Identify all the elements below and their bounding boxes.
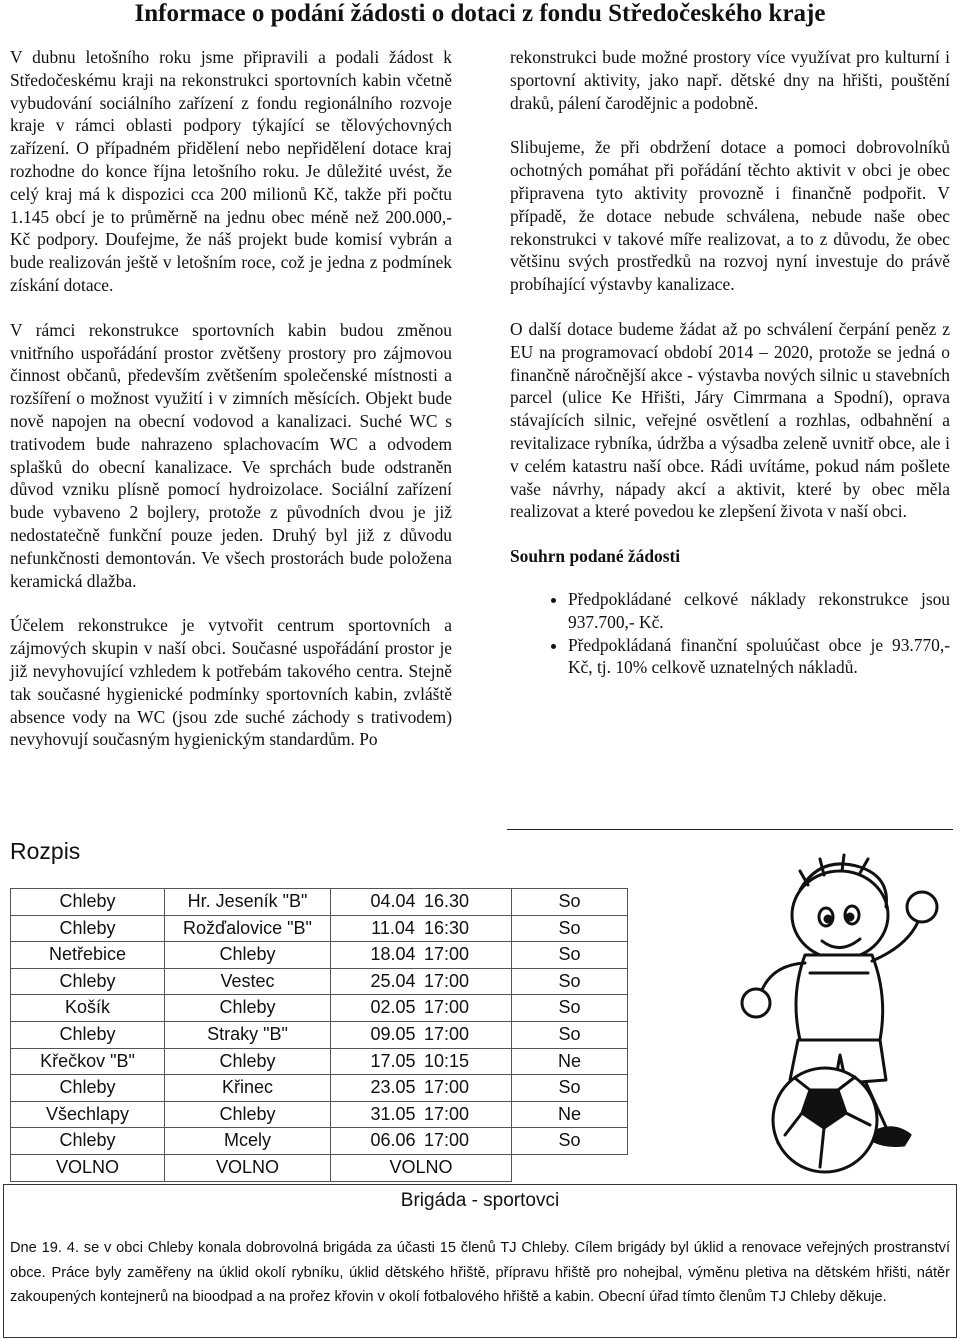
match-time: 17:00: [424, 944, 470, 965]
away-team-cell: Hr. Jeseník "B": [165, 889, 331, 916]
home-team-cell: Chleby: [11, 915, 165, 942]
left-column: [10, 46, 452, 773]
table-row: [11, 889, 628, 916]
summary-heading: Souhrn podané žádosti: [510, 546, 681, 567]
match-date: 17.05: [370, 1050, 416, 1071]
summary-item: • Předpokládaná finanční spoluúčast obce je 93.770,- Kč, tj. 10% celkově uznatelných nákladů.: [568, 634, 950, 680]
home-team-cell: Chleby: [11, 889, 165, 916]
away-team-cell: Vestec: [165, 968, 331, 995]
match-day-cell: So: [512, 1075, 628, 1102]
away-team-cell: Mcely: [165, 1128, 331, 1155]
away-team-cell: Chleby: [165, 995, 331, 1022]
match-time: 16.30: [424, 891, 470, 911]
summary-list: [510, 588, 950, 679]
date-time-cell: [331, 1128, 512, 1155]
match-day-cell: So: [512, 1128, 628, 1155]
table-row: [11, 1154, 628, 1181]
date-time-cell: [331, 889, 512, 916]
match-date: 11.04: [371, 917, 415, 938]
table-row: [11, 1128, 628, 1155]
match-time: 17:00: [424, 970, 470, 991]
home-team-cell: Chleby: [11, 1128, 165, 1155]
paragraph: rekonstrukci bude možné prostory více využívat pro kulturní i sportovní aktivity, jako např. dětské dny na hřišti, pouštění draků, pálení čarodějnic a podobně.: [510, 47, 950, 113]
paragraph: V dubnu letošního roku jsme připravili a podali žádost k Středočeskému kraji na rekonstrukci sportovních kabin včetně vybudování sociálního zařízení z fondu regionálního rozvoje kraje v rámci oblasti podpory týkající se tělovýchovných zařízení. O případném přidělení nebo nepřidělení dotace kraj rozhodne do konce října letošního roku. Je důležité uvést, že celý kraj má k dispozici cca 200 milionů Kč, takže při počtu 1.145 obcí je to průměrně na jednu obec méně než 200.000,- Kč podpory. Doufejme, že náš projekt bude komisí vybrán a bude realizován ještě v letošním roce, což je jedna z podmínek získání dotace.: [10, 47, 452, 295]
empty-cell: [512, 1154, 628, 1181]
table-row: [11, 968, 628, 995]
brigade-title: Brigáda - sportovci: [400, 1190, 560, 1211]
home-team-cell: Netřebice: [11, 942, 165, 969]
date-time-cell: [331, 1101, 512, 1128]
match-day-cell: So: [512, 915, 628, 942]
away-team-cell: Křinec: [165, 1075, 331, 1102]
match-day-cell: So: [512, 942, 628, 969]
table-row: [11, 1075, 628, 1102]
table-row: [11, 942, 628, 969]
table-row: [11, 1021, 628, 1048]
date-time-cell: [331, 942, 512, 969]
table-row: [11, 1101, 628, 1128]
match-day-cell: So: [512, 968, 628, 995]
date-time-cell: [331, 1154, 512, 1181]
match-date: 04.04: [370, 891, 416, 911]
match-time: 17:00: [424, 1023, 470, 1044]
match-day-cell: So: [512, 889, 628, 916]
paragraph: Účelem rekonstrukce je vytvořit centrum sportovních a zájmových skupin v naší obci. Současné uspořádání prostor je již nevyhovující vzhledem k potřebám takového centra. Stejně tak současné hygienické podmínky sportovních kabin, zvláště absence vody na WC (jsou zde suché záchody s trativodem) nevyhovují současným hygienickým standardům. Po: [10, 615, 452, 750]
match-date: 31.05: [370, 1103, 416, 1124]
match-time: 10:15: [424, 1050, 470, 1071]
away-team-cell: Chleby: [165, 1048, 331, 1075]
home-team-cell: Chleby: [11, 968, 165, 995]
table-row: [11, 1048, 628, 1075]
match-day-cell: So: [512, 1021, 628, 1048]
away-team-cell: Rožďalovice "B": [165, 915, 331, 942]
page-title: Informace o podání žádosti o dotaci z fondu Středočeského kraje: [134, 0, 826, 27]
table-row: [11, 995, 628, 1022]
match-time: 16:30: [424, 917, 470, 938]
match-date: 18.04: [370, 944, 416, 965]
home-team-cell: Košík: [11, 995, 165, 1022]
date-time-cell: [331, 1075, 512, 1102]
home-team-cell: Křečkov "B": [11, 1048, 165, 1075]
away-team-cell: Chleby: [165, 1101, 331, 1128]
match-date: VOLNO: [389, 1156, 453, 1177]
summary-item: • Předpokládané celkové náklady rekonstrukce jsou 937.700,- Kč.: [568, 588, 950, 634]
paragraph: Slibujeme, že při obdržení dotace a pomoci dobrovolníků ochotných pomáhat při pořádání těchto aktivit v obci je obec připravena tyto aktivity provozně i finančně podpořit. V případě, že dotace nebude schválena, nebude naše obec rekonstrukci v takové míře realizovat, a to z důvodu, že obec většinu svých prostředků na rozvoj nyní investuje do právě probíhající výstavby kanalizace.: [510, 137, 950, 295]
match-day-cell: Ne: [512, 1048, 628, 1075]
match-date: 02.05: [370, 997, 416, 1018]
paragraph: V rámci rekonstrukce sportovních kabin budou změnou vnitřního uspořádání prostor zvětšeny prostory pro zájmovou činnost občanů, především zvětšením společenské místnosti a rozšíření o možnost využití i v zimních měsících. Objekt bude nově napojen na obecní vodovod a kanalizaci. Suché WC s trativodem bude nahrazeno splachovacím WC a odvodem splašků do obecní kanalizace. Ve sprchách bude odstraněn důvod vzniku plísně pomocí hydroizolace. Sociální zařízení bude vybaveno 2 bojlery, protože z původních dvou je již nedostatečně funkční pouze jeden. Druhý byl již z důvodu nefunkčnosti demontován. Ve všech prostorách bude položena keramická dlažba.: [10, 319, 452, 591]
divider: [507, 829, 953, 830]
date-time-cell: [331, 995, 512, 1022]
match-date: 06.06: [370, 1130, 416, 1151]
home-team-cell: Všechlapy: [11, 1101, 165, 1128]
home-team-cell: VOLNO: [11, 1154, 165, 1181]
away-team-cell: VOLNO: [165, 1154, 331, 1181]
paragraph: O další dotace budeme žádat až po schválení čerpání peněz z EU na programovací období 2014 – 2020, protože se jedná o finančně náročnější akce - výstavba nových silnic u stavebních parcel (ulice Ke Hřišti, Járy Cimrmana a Spodní), oprava stávajících silnic, veřejné osvětlení a rozhlas, odbahnění a revitalizace rybníka, údržba a výsadba zeleně uvnitř obce, ale i v celém katastru naší obce. Rádi uvítáme, pokud nám pošlete vaše návrhy, nápady akcí a aktivit, které by obec měla realizovat a které povedou ke zlepšení života v naší obci.: [510, 318, 950, 522]
match-time: 17:00: [424, 1103, 470, 1124]
football-player-illustration: [690, 845, 960, 1185]
home-team-cell: Chleby: [11, 1075, 165, 1102]
date-time-cell: [331, 1048, 512, 1075]
match-date: 25.04: [370, 970, 416, 991]
match-time: 17:00: [424, 997, 470, 1018]
right-column: [510, 46, 950, 679]
away-team-cell: Chleby: [165, 942, 331, 969]
away-team-cell: Straky "B": [165, 1021, 331, 1048]
match-day-cell: So: [512, 995, 628, 1022]
brigade-text: Dne 19. 4. se v obci Chleby konala dobrovolná brigáda za účasti 15 členů TJ Chleby. Cílem brigády byl úklid a renovace veřejných prostranství obce. Práce byly zaměřeny na úklid okolí rybníku, úklid dětského hřiště, přípravu hřiště pro nohejbal, výměnu pletiva na dětském hřišti, nátěr zakoupených kontejnerů na bioodpad a na prořez křovin v okolí fotbalového hřiště a kabin. Obecní úřad tímto členům TJ Chleby děkuje.: [10, 1240, 950, 1306]
table-row: [11, 915, 628, 942]
match-date: 09.05: [370, 1023, 416, 1044]
match-time: 17:00: [424, 1130, 470, 1151]
date-time-cell: [331, 968, 512, 995]
date-time-cell: [331, 915, 512, 942]
date-time-cell: [331, 1021, 512, 1048]
schedule-heading: Rozpis: [10, 838, 81, 864]
match-date: 23.05: [370, 1077, 416, 1098]
schedule-table: [10, 888, 628, 1182]
match-day-cell: Ne: [512, 1101, 628, 1128]
match-time: 17:00: [424, 1077, 470, 1098]
home-team-cell: Chleby: [11, 1021, 165, 1048]
